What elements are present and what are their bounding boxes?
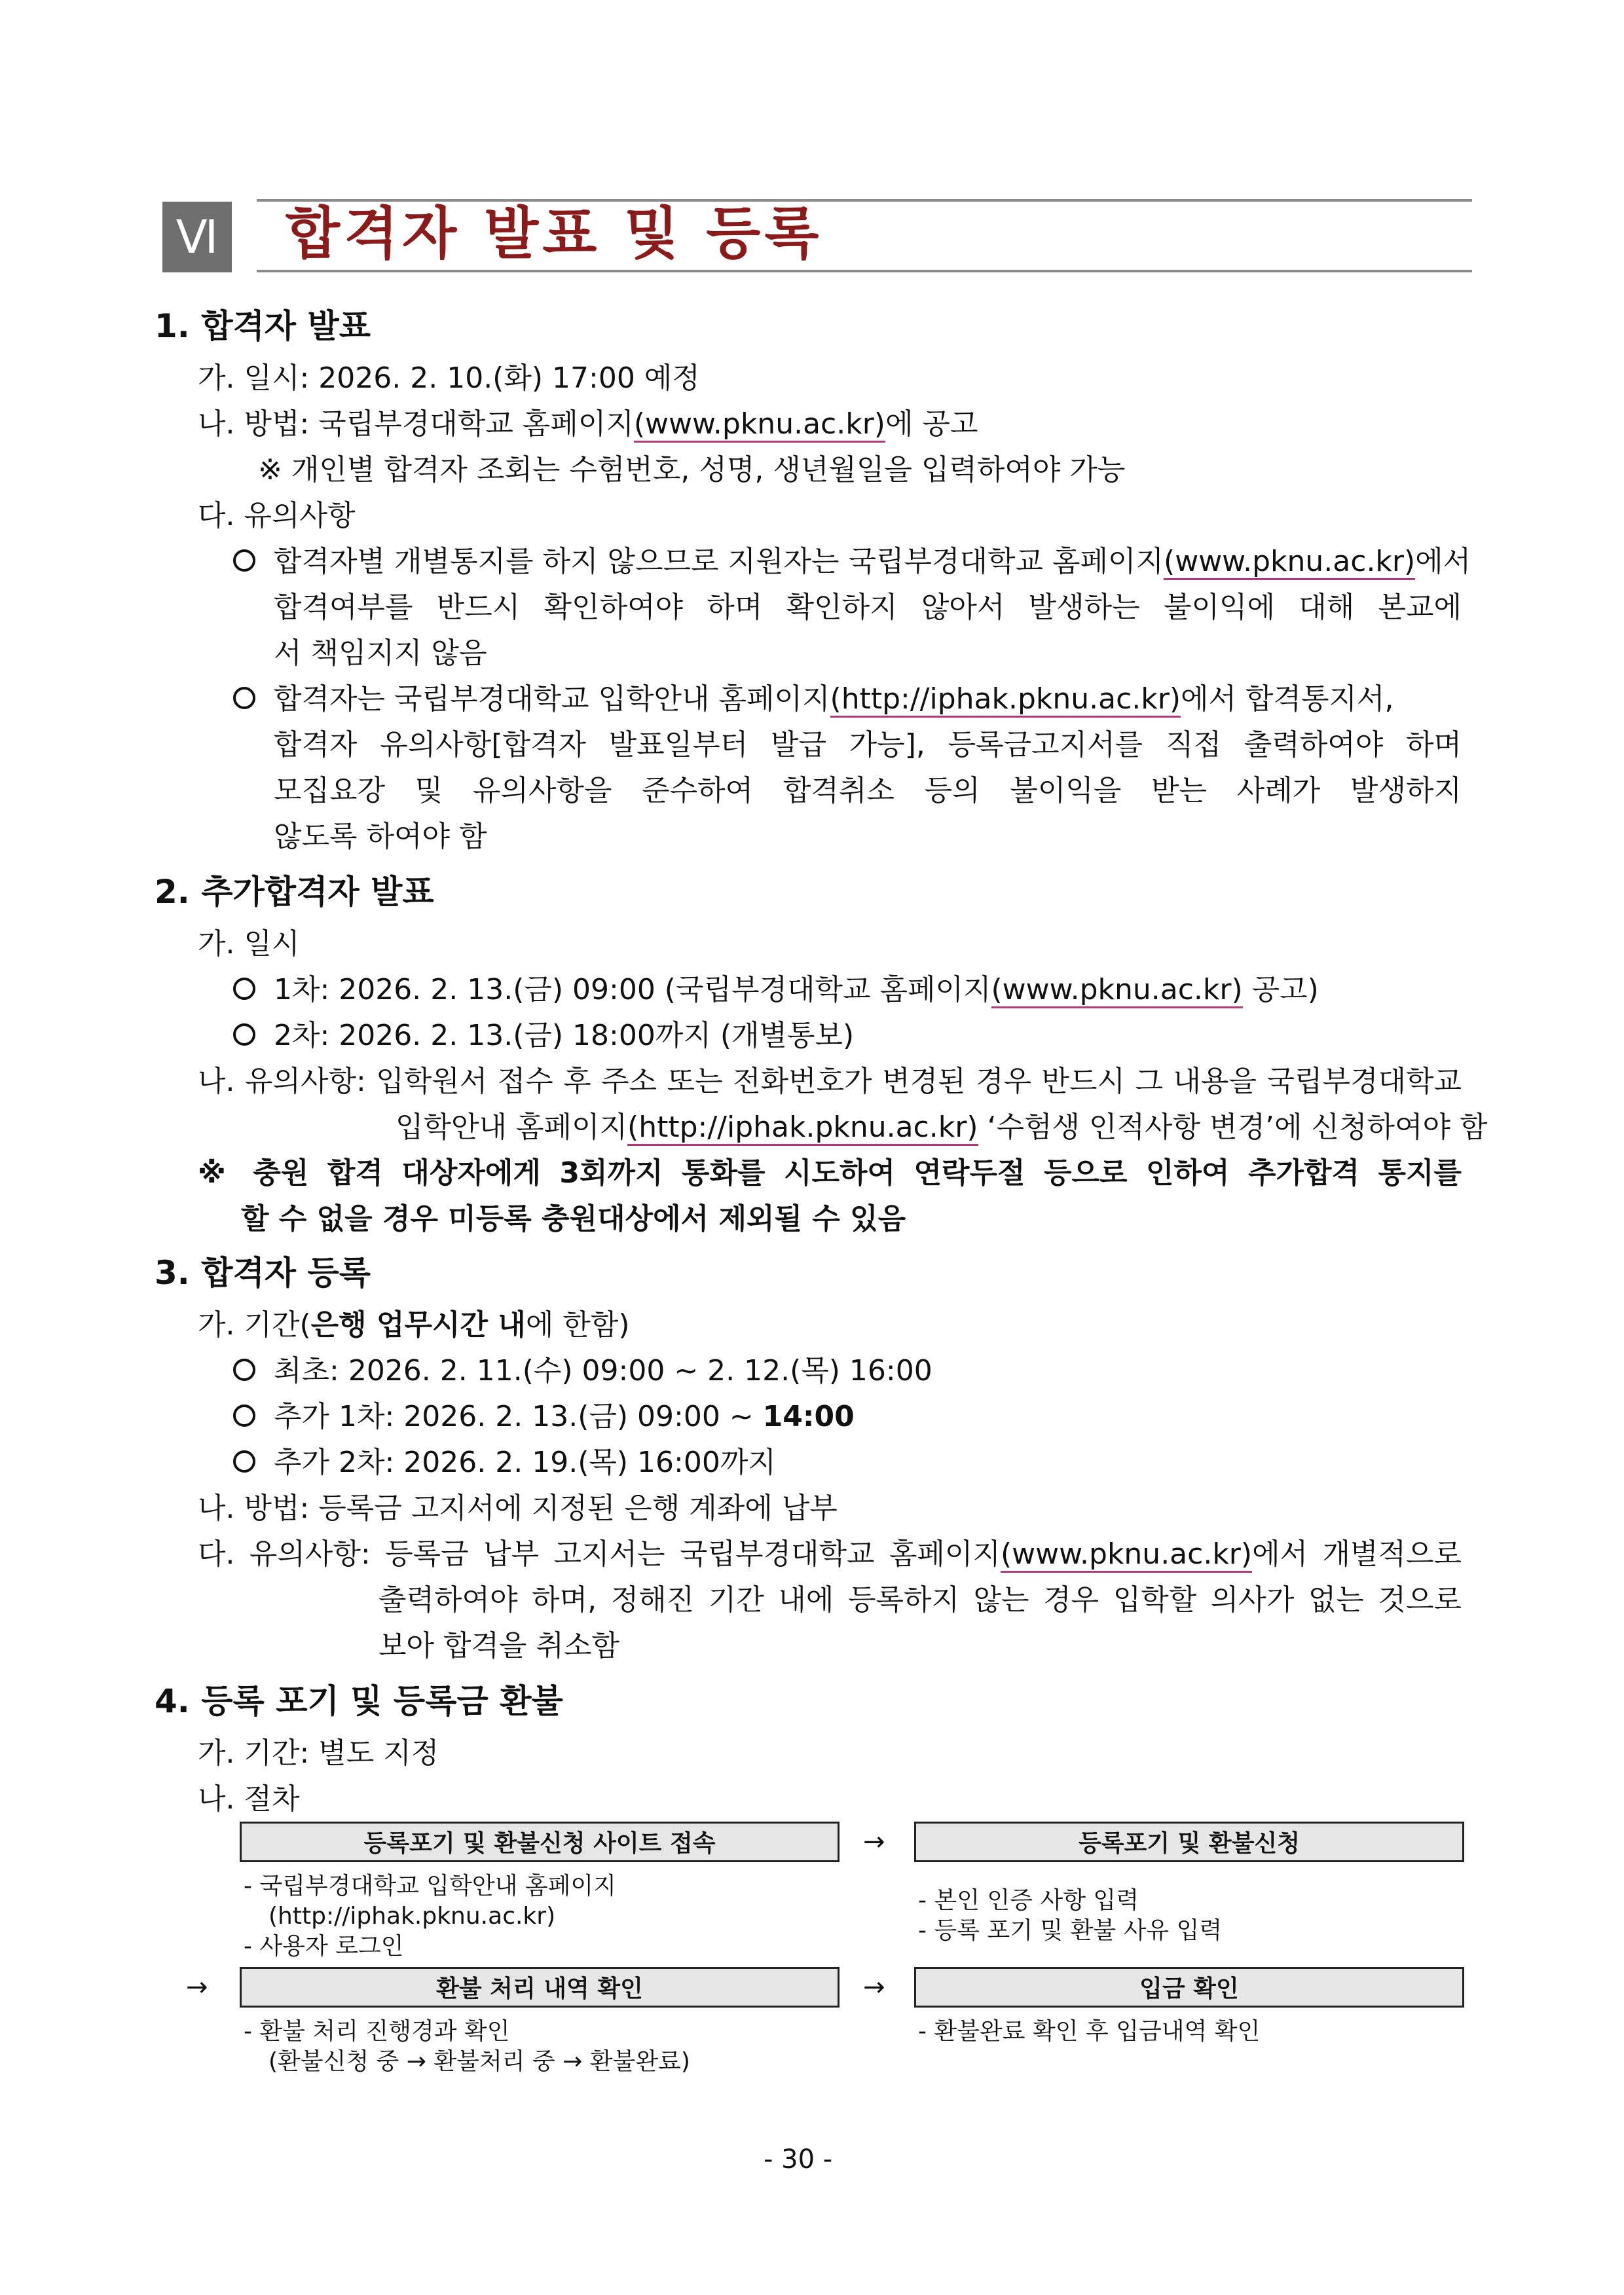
flow-arrow-3: → (863, 1972, 885, 2002)
s1-note-2-line-2: 합격자 유의사항[합격자 발표일부터 발급 가능], 등록금고지서를 직접 출력하여야 하며 (274, 728, 1462, 762)
s3-method: 나. 방법: 등록금 고지서에 지정된 은행 계좌에 납부 (198, 1492, 838, 1525)
bullet-circle-icon (233, 549, 255, 572)
flow-box-3-detail-1: - 환불 처리 진행경과 확인 (244, 2018, 510, 2045)
s3-period-label: 가. 기간(은행 업무시간 내에 한함) (198, 1308, 630, 1342)
bullet-circle-icon (233, 1359, 255, 1381)
s2-important-note-line-1: ※ 충원 합격 대상자에게 3회까지 통화를 시도하여 연락두절 등으로 인하여 추가합격 통지를 (198, 1156, 1462, 1190)
flow-box-3-detail-2: (환불신청 중 → 환불처리 중 → 환불완료) (268, 2048, 690, 2075)
s1-method-suffix: 에 공고 (885, 407, 978, 441)
flow-box-2-detail-1: - 본인 인증 사항 입력 (918, 1887, 1139, 1914)
s2-important-note-line-2: 할 수 없을 경우 미등록 충원대상에서 제외될 수 있음 (241, 1202, 906, 1236)
bullet-circle-icon (233, 1023, 255, 1046)
s2-notes-line-2: 입학안내 홈페이지(http://iphak.pknu.ac.kr) ‘수험생 인적사항 변경’에 신청하여야 함 (396, 1108, 1487, 1147)
page-number: - 30 - (764, 2144, 833, 2175)
s3-notes-line-3: 보아 합격을 취소함 (378, 1629, 620, 1662)
bullet-circle-icon (233, 1450, 255, 1473)
flow-box-site-access: 등록포기 및 환불신청 사이트 접속 (240, 1822, 840, 1862)
bullet-circle-icon (233, 1405, 255, 1427)
s4-period: 가. 기간: 별도 지정 (198, 1736, 439, 1770)
s3-initial-period: 최초: 2026. 2. 11.(수) 09:00 ~ 2. 12.(목) 16:00 (233, 1351, 932, 1391)
pknu-homepage-link[interactable]: (www.pknu.ac.kr) (1001, 1537, 1252, 1573)
flow-arrow-1: → (863, 1827, 885, 1857)
flow-box-4-detail-1: - 환불완료 확인 후 입금내역 확인 (918, 2018, 1261, 2045)
bullet-circle-icon (233, 687, 255, 709)
s1-note-2-line-3: 모집요강 및 유의사항을 준수하여 합격취소 등의 불이익을 받는 사례가 발생하지 (274, 774, 1462, 807)
bullet-circle-icon (233, 978, 255, 1000)
s1-method-note: ※ 개인별 합격자 조회는 수험번호, 성명, 생년월일을 입력하여야 가능 (258, 453, 1126, 487)
s3-notes-line-2: 출력하여야 하며, 정해진 기간 내에 등록하지 않는 경우 입학할 의사가 없는 것으로 (378, 1583, 1462, 1617)
s3-notes-line-1: 다. 유의사항: 등록금 납부 고지서는 국립부경대학교 홈페이지(www.pknu.ac.kr)에서 개별적으로 (198, 1535, 1462, 1574)
flow-box-refund-request: 등록포기 및 환불신청 (914, 1822, 1464, 1862)
pknu-homepage-link[interactable]: (www.pknu.ac.kr) (991, 973, 1243, 1008)
s2-notes-line-1: 나. 유의사항: 입학원서 접수 후 주소 또는 전화번호가 변경된 경우 반드시 그 내용을 국립부경대학교 (198, 1065, 1462, 1098)
section-3-heading: 3. 합격자 등록 (155, 1254, 371, 1292)
flow-box-1-detail-2: (http://iphak.pknu.ac.kr) (268, 1903, 556, 1930)
flow-box-refund-status: 환불 처리 내역 확인 (240, 1967, 840, 2008)
flow-box-1-detail-3: - 사용자 로그인 (244, 1933, 404, 1960)
section-2-heading: 2. 추가합격자 발표 (155, 873, 434, 911)
chapter-bottom-rule (257, 270, 1472, 272)
s1-note-1-line-1: 합격자별 개별통지를 하지 않으므로 지원자는 국립부경대학교 홈페이지(www.pknu.ac.kr)에서 (233, 542, 1462, 581)
flow-box-2-detail-2: - 등록 포기 및 환불 사유 입력 (918, 1917, 1223, 1944)
s1-note-1-line-3: 서 책임지지 않음 (274, 636, 487, 670)
s1-method (198, 405, 978, 444)
section-1-heading: 1. 합격자 발표 (155, 307, 371, 345)
chapter-title: 합격자 발표 및 등록 (286, 201, 823, 266)
s3-extra-round-2: 추가 2차: 2026. 2. 19.(목) 16:00까지 (233, 1443, 776, 1482)
section-4-heading: 4. 등록 포기 및 등록금 환불 (155, 1682, 563, 1720)
s1-notes-label: 다. 유의사항 (198, 499, 356, 532)
s2-round-1: 1차: 2026. 2. 13.(금) 09:00 (국립부경대학교 홈페이지(www.pknu.ac.kr) 공고) (233, 970, 1319, 1010)
s1-date: 가. 일시: 2026. 2. 10.(화) 17:00 예정 (198, 361, 700, 395)
iphak-homepage-link[interactable]: (http://iphak.pknu.ac.kr) (627, 1111, 978, 1146)
s2-round-2: 2차: 2026. 2. 13.(금) 18:00까지 (개별통보) (233, 1016, 854, 1056)
flow-box-deposit-check: 입금 확인 (914, 1967, 1464, 2008)
pknu-homepage-link[interactable]: (www.pknu.ac.kr) (1164, 545, 1415, 580)
s1-note-1-line-2: 합격여부를 반드시 확인하여야 하며 확인하지 않아서 발생하는 불이익에 대해 본교에 (274, 591, 1462, 624)
s1-method-text: 나. 방법: 국립부경대학교 홈페이지 (198, 407, 634, 441)
s2-date-label: 가. 일시 (198, 927, 300, 961)
s1-note-2-line-4: 않도록 하여야 함 (274, 820, 487, 853)
s1-note-2-line-1: 합격자는 국립부경대학교 입학안내 홈페이지(http://iphak.pknu.ac.kr)에서 합격통지서, (233, 680, 1394, 719)
flow-arrow-2: → (186, 1972, 208, 2002)
pknu-homepage-link[interactable]: (www.pknu.ac.kr) (634, 407, 885, 443)
s4-procedure-label: 나. 절차 (198, 1782, 300, 1816)
iphak-homepage-link[interactable]: (http://iphak.pknu.ac.kr) (830, 682, 1181, 718)
s3-extra-round-1: 추가 1차: 2026. 2. 13.(금) 09:00 ~ 14:00 (233, 1397, 855, 1437)
chapter-number-badge: Ⅵ (162, 202, 232, 272)
flow-box-1-detail-1: - 국립부경대학교 입학안내 홈페이지 (244, 1873, 616, 1900)
